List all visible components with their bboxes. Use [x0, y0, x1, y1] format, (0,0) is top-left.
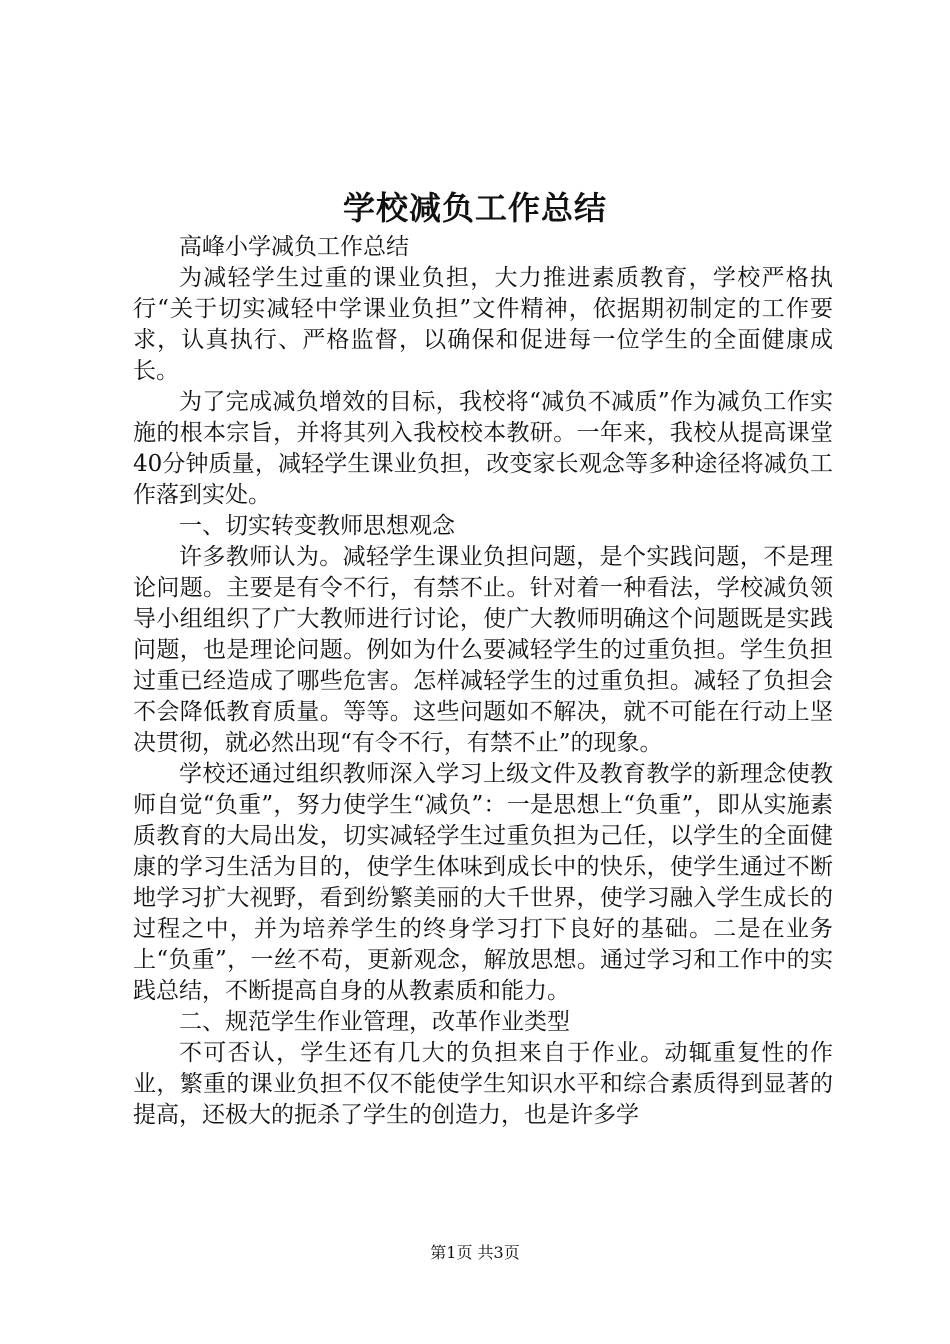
paragraph-homework: 不可否认，学生还有几大的负担来自于作业。动辄重复性的作业，繁重的课业负担不仅不能使学生知识水平和综合素质得到显著的提高，还极大的扼杀了学生的创造力，也是许多学 — [133, 1040, 833, 1128]
document-body — [133, 232, 833, 1131]
subtitle-line: 高峰小学减负工作总结 — [179, 234, 409, 260]
document-title: 学校减负工作总结 — [342, 189, 607, 227]
paragraph-goal: 为了完成减负增效的目标，我校将“减负不减质”作为减负工作实施的根本宗旨，并将其列入我校校本教研。一年来，我校从提高课堂40分钟质量，减轻学生课业负担，改变家长观念等多种途径将减负工作落到实处。 — [133, 389, 833, 508]
paragraph-teachers-view: 许多教师认为。减轻学生课业负担问题，是个实践问题，不是理论问题。主要是有令不行，有禁不止。针对着一种看法，学校减负领导小组组织了广大教师进行讨论，使广大教师明确这个问题既是实践问题，也是理论问题。例如为什么要减轻学生的过重负担。学生负担过重已经造成了哪些危害。怎样减轻学生的过重负担。减轻了负担会不会降低教育质量。等等。这些问题如不解决，就不可能在行动上坚决贯彻，就必然出现“有令不行，有禁不止”的现象。 — [133, 544, 833, 756]
paragraph-teacher-study: 学校还通过组织教师深入学习上级文件及教育教学的新理念使教师自觉“负重”，努力使学生“减负”：一是思想上“负重”，即从实施素质教育的大局出发，切实减轻学生过重负担为己任，以学生的全面健康的学习生活为目的，使学生体味到成长中的快乐，使学生通过不断地学习扩大视野，看到纷繁美丽的大千世界，使学习融入学生成长的过程之中，并为培养学生的终身学习打下良好的基础。二是在业务上“负重”，一丝不苟，更新观念，解放思想。通过学习和工作中的实践总结，不断提高自身的从教素质和能力。 — [133, 761, 833, 1004]
section-heading-1: 一、切实转变教师思想观念 — [179, 513, 455, 539]
section-heading-2: 二、规范学生作业管理，改革作业类型 — [179, 1009, 570, 1035]
paragraph-intro: 为减轻学生过重的课业负担，大力推进素质教育，学校严格执行“关于切实减轻中学课业负担”文件精神，依据期初制定的工作要求，认真执行、严格监督，以确保和促进每一位学生的全面健康成长。 — [133, 265, 833, 384]
page-number-footer: 第1页 共3页 — [430, 1243, 520, 1262]
